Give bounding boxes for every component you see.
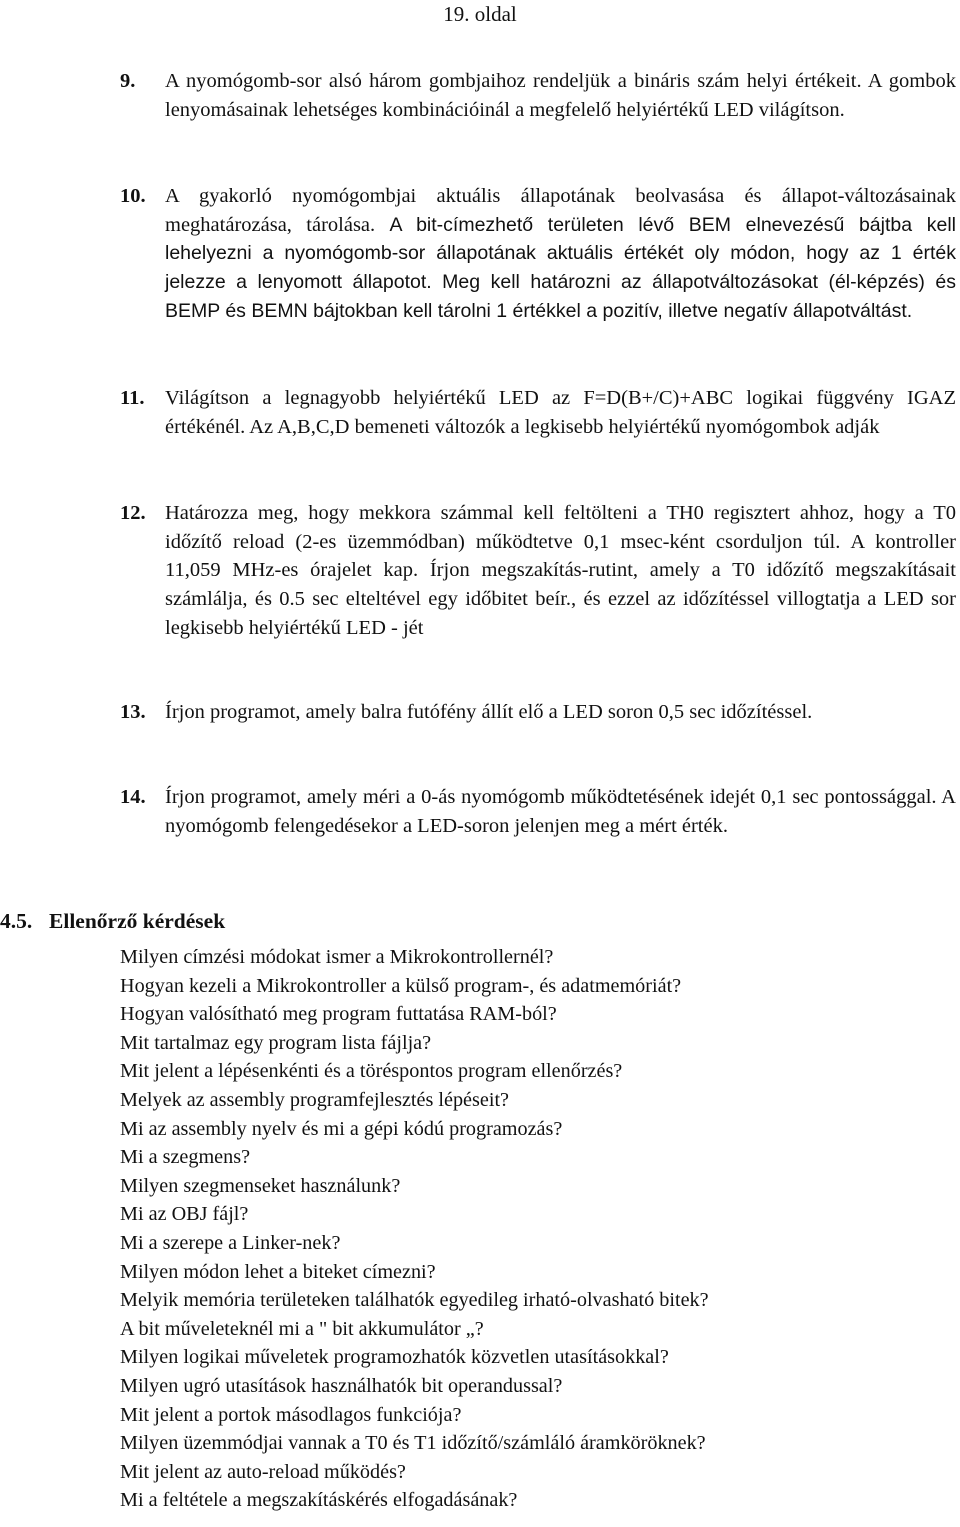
review-question: Milyen logikai műveletek programozhatók közvetlen utasításokkal? bbox=[120, 1346, 669, 1369]
task-item-9 bbox=[120, 67, 956, 124]
review-question: Mi az assembly nyelv és mi a gépi kódú programozás? bbox=[120, 1117, 563, 1140]
task-text-segment: A nyomógomb-sor alsó három gombjaihoz rendeljük a bináris szám helyi értékeit. A gombok lenyomásainak lehetséges kombinációinál a megfelelő helyiértékű LED világítson. bbox=[165, 70, 956, 121]
task-item-10 bbox=[120, 182, 956, 326]
section-number: 4.5. bbox=[0, 909, 33, 933]
task-item-14 bbox=[120, 783, 956, 840]
task-text bbox=[165, 698, 956, 727]
review-question: Melyik memória területeken találhatók egyedileg irható-olvasható bitek? bbox=[120, 1289, 709, 1312]
review-question: Mit jelent az auto-reload működés? bbox=[120, 1460, 406, 1483]
task-text bbox=[165, 182, 956, 326]
review-question: Mit tartalmaz egy program lista fájlja? bbox=[120, 1031, 432, 1054]
task-number: 13. bbox=[120, 701, 146, 723]
review-question: Mit jelent a lépésenkénti és a töréspontos program ellenőrzés? bbox=[120, 1060, 623, 1083]
task-item-12 bbox=[120, 499, 956, 643]
review-question: Hogyan valósítható meg program futtatása RAM-ból? bbox=[120, 1003, 557, 1026]
review-question: Mi a szegmens? bbox=[120, 1146, 251, 1169]
task-text bbox=[165, 384, 956, 441]
review-question: Milyen címzési módokat ismer a Mikrokontrollernél? bbox=[120, 946, 554, 968]
review-question: Milyen ugró utasítások használhatók bit operandussal? bbox=[120, 1374, 563, 1397]
review-question: Melyek az assembly programfejlesztés lépéseit? bbox=[120, 1088, 510, 1111]
task-number: 9. bbox=[120, 70, 136, 92]
task-text-segment: Határozza meg, hogy mekkora számmal kell feltölteni a TH0 regisztert ahhoz, hogy a T0 időzítő reload (2-es üzemmódban) működtetve 0,1 msec-ként csorduljon túl. A kontroller 11,059 MHz-es órajelet kap. Írjon megszakítás-rutint, amely a T0 időzítő megszakításait számlálja, és 0.5 sec elteltével egy időbitet beír., és ezzel az időzítéssel villogtatja a LED sor legkisebb helyiértékű LED - jét bbox=[165, 502, 956, 639]
review-question: Mit jelent a portok másodlagos funkciója? bbox=[120, 1403, 462, 1426]
section-heading bbox=[0, 906, 225, 936]
review-question: Milyen módon lehet a biteket címezni? bbox=[120, 1260, 436, 1283]
task-text-segment: Világítson a legnagyobb helyiértékű LED az F=D(B+/C)+ABC logikai függvény IGAZ értékénél. Az A,B,C,D bemeneti változók a legkisebb helyiértékű nyomógombok adják bbox=[165, 387, 956, 438]
task-text-segment: Írjon programot, amely balra futófény állít elő a LED soron 0,5 sec időzítéssel. bbox=[165, 701, 813, 723]
task-number: 12. bbox=[120, 502, 146, 524]
task-item-11 bbox=[120, 384, 956, 441]
review-question: Hogyan kezeli a Mikrokontroller a külső program-, és adatmemóriát? bbox=[120, 974, 682, 997]
task-text-segment: Írjon programot, amely méri a 0-ás nyomógomb működtetésének idejét 0,1 sec pontossággal. A nyomógomb felengedésekor a LED-soron jelenjen meg a mért érték. bbox=[165, 786, 956, 837]
task-number: 11. bbox=[120, 387, 145, 409]
page-number-header: 19. oldal bbox=[443, 2, 517, 26]
task-number: 14. bbox=[120, 786, 146, 808]
review-question: Milyen üzemmódjai vannak a T0 és T1 időzítő/számláló áramköröknek? bbox=[120, 1432, 706, 1455]
task-item-13 bbox=[120, 698, 956, 727]
section-title: Ellenőrző kérdések bbox=[49, 909, 226, 933]
review-question: Milyen szegmenseket használunk? bbox=[120, 1174, 401, 1197]
review-question-list bbox=[120, 943, 950, 1515]
task-number: 10. bbox=[120, 185, 146, 207]
task-text-segment: A bit-címezhető területen lévő BEM elnevezésű bájtba kell lehelyezni a nyomógomb-sor állapotának aktuális értékét oly módon, hogy az 1 érték jelezze a lenyomott állapotot. Meg kell határozni az állapotváltozásokat (él-képzés) és BEMP és BEMN bájtokban kell tárolni 1 értékkel a pozitív, illetve negatív állapotváltást. bbox=[165, 213, 956, 322]
review-question: Mi a szerepe a Linker-nek? bbox=[120, 1231, 341, 1254]
task-text-segment: A gyakorló nyomógombjai aktuális állapotának beolvasása és állapot-változásainak meghatározása, tárolása. bbox=[165, 185, 956, 236]
review-question: A bit műveleteknél mi a " bit akkumulátor „? bbox=[120, 1317, 484, 1340]
review-question: Mi az OBJ fájl? bbox=[120, 1203, 249, 1226]
task-text bbox=[165, 499, 956, 643]
task-text bbox=[165, 67, 956, 124]
review-question: Mi a feltétele a megszakításkérés elfogadásának? bbox=[120, 1489, 518, 1512]
task-text bbox=[165, 783, 956, 840]
